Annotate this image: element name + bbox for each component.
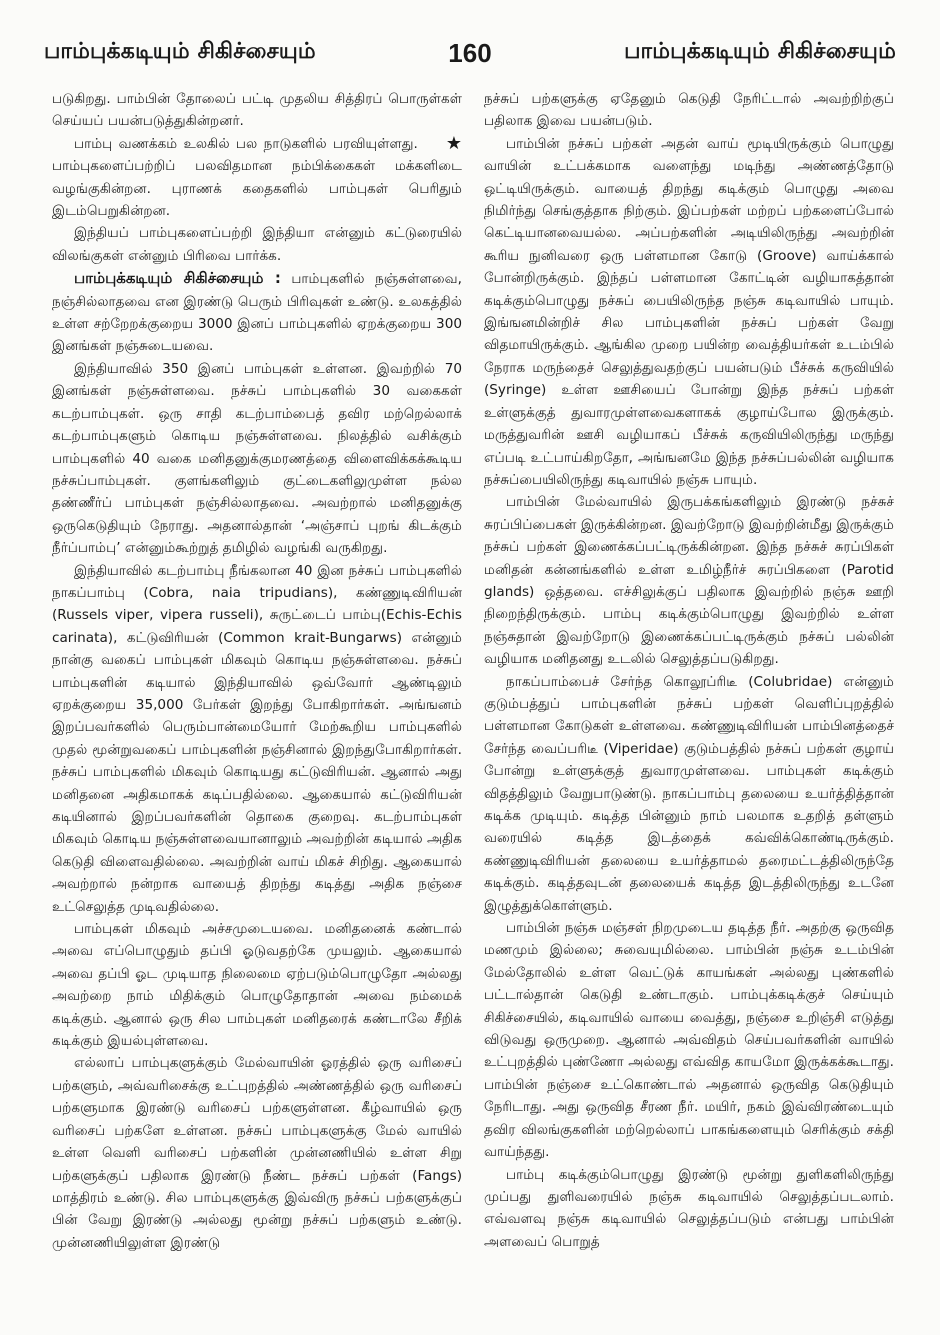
paragraph: பாம்பின் நஞ்சு மஞ்சள் நிறமுடைய தடித்த நீர். அதற்கு ஒருவித மணமும் இல்லை; சுவையுமில்லை. பாம்பின் நஞ்சு உடம்பின் மேல்தோலில் உள்ள வெட்டுக் காயங்கள் அல்லது புண்களில் பட்டால்தான் கெடுதி உண்டாகும். பாம்புக்கடிக்குச் செய்யும் சிகிச்சையில், கடிவாயில் வாயை வைத்து, நஞ்சை உறிஞ்சி எடுத்து விடுவது ஒருமுறை. ஆனால் அவ்விதம் செய்பவர்களின் வாயில் உட்புறத்தில் புண்ணோ அல்லது எவ்வித காயமோ இருக்கக்கூடாது. பாம்பின் நஞ்சை உட்கொண்டால் அதனால் ஒருவித கெடுதியும் நேரிடாது. அது ஒருவித சீரண நீர். மயிர், நகம் இவ்விரண்டையும் தவிர விலங்குகளின் மற்றெல்லாப் பாகங்களையும் செரிக்கும் சக்தி வாய்ந்தது. <box>484 920 894 1161</box>
paragraph <box>52 133 462 223</box>
paragraph-text: பாம்புகளில் நஞ்சுள்ளவை, நஞ்சில்லாதவை என இரண்டு பெரும் பிரிவுகள் உண்டு. உலகத்தில் உள்ள சற்றேறக்குறைய 3000 இனப் பாம்புகளில் ஏறக்குறைய 300 இனங்கள் நஞ்சுடையவை. <box>52 271 462 355</box>
paragraph: இந்தியாவில் கடற்பாம்பு நீங்கலான 40 இன நச்சுப் பாம்புகளில் நாகப்பாம்பு (Cobra, naia tripudians), கண்ணுடிவிரியன் (Russels viper, vipera russeli), சுருட்டைப் பாம்பு(Echis-Echis carinata), கட்டுவிரியன் (Common krait-Bungarws) என்னும் நான்கு வகைப் பாம்புகள் மிகவும் கொடிய நஞ்சுள்ளவை. நச்சுப் பாம்புகளின் கடியால் இந்தியாவில் ஒவ்வோர் ஆண்டிலும் ஏறக்குறைய 35,000 பேர்கள் இறந்து போகிறார்கள். அங்ஙனம் இறப்பவர்களில் பெரும்பான்மையோர் மேற்கூறிய பாம்புகளில் முதல் மூன்றுவகைப் பாம்புகளின் நஞ்சினால் இறந்துபோகிறார்கள். நச்சுப் பாம்புகளில் மிகவும் கொடியது கட்டுவிரியன். ஆனால் அது மனிதனை அதிகமாகக் கடிப்பதில்லை. ஆகையால் கட்டுவிரியன் கடியினால் இறப்பவர்களின் தொகை குறைவு. கடற்பாம்புகள் மிகவும் கொடிய நஞ்சுள்ளவையானாலும் அவற்றின் கடியால் அதிக கெடுதி விளைவதில்லை. அவற்றின் வாய் மிகச் சிறிது. ஆகையால் அவற்றால் நன்றாக வாயைத் திறந்து கடித்து அதிக நஞ்சை உட்செலுத்த முடிவதில்லை. <box>52 562 462 915</box>
running-head-left: பாம்புக்கடியும் சிகிச்சையும் <box>44 39 316 64</box>
paragraph-text: பாம்பு வணக்கம் உலகில் பல நாடுகளில் பரவியுள்ளது. பாம்புகளைப்பற்றிப் பலவிதமான நம்பிக்கைகள் மக்களிடை வழங்குகின்றன. புராணக் கதைகளில் பாம்புகள் பெரிதும் இடம்பெறுகின்றன. <box>52 135 462 220</box>
page-number: 160 <box>448 37 492 68</box>
page-header <box>44 28 896 78</box>
paragraph: இந்தியப் பாம்புகளைப்பற்றி இந்தியா என்னும் கட்டுரையில் விலங்குகள் என்னும் பிரிவை பார்க்க. <box>52 225 462 264</box>
section-heading: பாம்புக்கடியும் சிகிச்சையும் : <box>74 269 281 288</box>
paragraph: பாம்புகள் மிகவும் அச்சமுடையவை. மனிதனைக் கண்டால் அவை எப்பொழுதும் தப்பி ஓடுவதற்கே முயலும். ஆகையால் அவை தப்பி ஓட முடியாத நிலைமை ஏற்படும்பொழுதோ அல்லது அவற்றை நாம் மிதிக்கும் பொழுதோதான் அவை நம்மைக் கடிக்கும். ஆனால் ஒரு சில பாம்புகள் மனிதரைக் கண்டாலே சீறிக் கடிக்கும் இயல்புள்ளவை. <box>52 921 462 1050</box>
paragraph: படுகிறது. பாம்பின் தோலைப் பட்டி முதலிய சித்திரப் பொருள்கள் செய்யப் பயன்படுத்துகின்றனர். <box>52 91 462 130</box>
paragraph: இந்தியாவில் 350 இனப் பாம்புகள் உள்ளன. இவற்றில் 70 இனங்கள் நஞ்சுள்ளவை. நச்சுப் பாம்புகளில் 30 வகைகள் கடற்பாம்புகள். ஒரு சாதி கடற்பாம்பைத் தவிர மற்றெல்லாக் கடற்பாம்புகளும் கொடிய நஞ்சுள்ளவை. நிலத்தில் வசிக்கும் பாம்புகளில் 40 வகை மனிதனுக்குமரணத்தை விளைவிக்கக்கூடிய நச்சுப்பாம்புகள். குளங்களிலும் குட்டைகளிலுமுள்ள நல்ல தண்ணீர்ப் பாம்புகள் நஞ்சில்லாதவை. அவற்றால் மனிதனுக்கு ஒருகெடுதியும் நேராது. அதனால்தான் ‘அஞ்சாப் புறங் கிடக்கும் நீர்ப்பாம்பு’ என்னும்கூற்றுத் தமிழில் வழங்கி வருகிறது. <box>52 360 462 557</box>
paragraph: நாகப்பாம்பைச் சேர்ந்த கொலூப்ரிடீ (Colubridae) என்னும் குடும்பத்துப் பாம்புகளின் நச்சுப் பற்கள் வெளிப்புறத்தில் பள்ளமான கோடுகள் உள்ளவை. கண்ணுடிவிரியன் பாம்பினத்தைச் சேர்ந்த வைப்பரிடீ (Viperidae) குடும்பத்தில் நச்சுப் பற்கள் குழாய் போன்று உள்ளுக்குத் துவாரமுள்ளவை. பாம்புகள் கடிக்கும் விதத்திலும் வேறுபாடுண்டு. நாகப்பாம்பு தலையை உயர்த்தித்தான் கடிக்க முடியும். கடித்த பின்னும் நாம் பலமாக உதறித் தள்ளும் வரையில் கடித்த இடத்தைக் கவ்விக்கொண்டிருக்கும். கண்ணுடிவிரியன் தலையை உயர்த்தாமல் தரைமட்டத்திலிருந்தே கடிக்கும். கடித்தவுடன் தலையைக் கடித்த இடத்திலிருந்து உடனே இழுத்துக்கொள்ளும். <box>484 673 894 914</box>
paragraph <box>52 267 462 358</box>
paragraph: பாம்பின் மேல்வாயில் இருபக்கங்களிலும் இரண்டு நச்சுச் சுரப்பிப்பைகள் இருக்கின்றன. இவற்றோடு இவற்றின்மீது இருக்கும் நச்சுப் பற்கள் இணைக்கப்பட்டிருக்கின்றன. இந்த நச்சுச் சுரப்பிகள் மனிதன் கன்னங்களில் உள்ள உமிழ்நீர்ச் சுரப்பிகளை (Parotid glands) ஒத்தவை. எச்சிலுக்குப் பதிலாக இவற்றில் நஞ்சு ஊறி நிறைந்திருக்கும். பாம்பு கடிக்கும்பொழுது இவற்றில் உள்ள நஞ்சுதான் இவற்றோடு இணைக்கப்பட்டிருக்கும் நச்சுப் பல்லின் வழியாக மனிதனது உடலில் செலுத்தப்படுகிறது. <box>484 494 894 668</box>
paragraph: நச்சுப் பற்களுக்கு ஏதேனும் கெடுதி நேரிட்டால் அவற்றிற்குப் பதிலாக இவை பயன்படும். <box>484 91 894 130</box>
paragraph: பாம்பு கடிக்கும்பொழுது இரண்டு மூன்று துளிகளிலிருந்து முப்பது துளிவரையில் நஞ்சு கடிவாயில் செலுத்தப்படலாம். எவ்வளவு நஞ்சு கடிவாயில் செலுத்தப்படும் என்பது பாம்பின் அளவைப் பொறுத் <box>484 1166 894 1250</box>
star-icon: ★ <box>445 132 462 154</box>
text-columns <box>52 88 894 1300</box>
paragraph: எல்லாப் பாம்புகளுக்கும் மேல்வாயின் ஓரத்தில் ஒரு வரிசைப் பற்களும், அவ்வரிசைக்கு உட்புறத்தில் அண்ணத்தில் ஒரு வரிசைப் பற்களுமாக இரண்டு வரிசைப் பற்களுள்ளன. கீழ்வாயில் ஒரு வரிசைப் பற்களே உள்ளன. நச்சுப் பாம்புகளுக்கு மேல் வாயில் உள்ள வெளி வரிசைப் பற்களின் முன்னணியில் உள்ள சிறு பற்களுக்குப் பதிலாக இரண்டு நீண்ட நச்சுப் பற்கள் (Fangs) மாத்திரம் உண்டு. சில பாம்புகளுக்கு இவ்விரு நச்சுப் பற்களுக்குப் பின் வேறு இரண்டு அல்லது மூன்று நச்சுப் பற்களும் உண்டு. முன்னணியிலுள்ள இரண்டு <box>52 1055 462 1251</box>
right-column <box>484 88 894 1300</box>
left-column <box>52 88 462 1300</box>
running-head-right: பாம்புக்கடியும் சிகிச்சையும் <box>624 39 896 64</box>
paragraph: பாம்பின் நச்சுப் பற்கள் அதன் வாய் மூடியிருக்கும் பொழுது வாயின் உட்பக்கமாக வளைந்து மடிந்து அண்ணத்தோடு ஒட்டியிருக்கும். வாயைத் திறந்து கடிக்கும் பொழுது அவை நிமிர்ந்து செங்குத்தாக நிற்கும். இப்பற்கள் மற்றப் பற்களைப்போல் கெட்டியானவையல்ல. அப்பற்களின் அடியிலிருந்து அவற்றின் கூரிய நுனிவரை ஒரு பள்ளமான கோடு (Groove) வாய்க்கால் போன்றிருக்கும். இந்தப் பள்ளமான கோட்டின் வழியாகத்தான் கடிக்கும்பொழுது நச்சுப் பையிலிருந்த நஞ்சு கடிவாயில் பாயும். இங்ஙனமின்றிச் சில பாம்புகளின் நச்சுப் பற்கள் வேறு விதமாயிருக்கும். ஆங்கில முறை பயின்ற வைத்தியர்கள் உடம்பில் நேராக மருந்தைச் செலுத்துவதற்குப் பயன்படும் பீச்சுக் கருவியில் (Syringe) உள்ள ஊசியைப் போன்று இந்த நச்சுப் பற்கள் உள்ளுக்குத் துவாரமுள்ளவைகளாகக் குழாய்போல இருக்கும். மருத்துவரின் ஊசி வழியாகப் பீச்சுக் கருவியிலிருந்து மருந்து எப்படி உட்பாய்கிறதோ, அங்ஙனமே இந்த நச்சுப்பல்லின் வழியாக நச்சுப்பையிலிருந்து கடிவாயில் நஞ்சு பாயும். <box>484 135 894 488</box>
